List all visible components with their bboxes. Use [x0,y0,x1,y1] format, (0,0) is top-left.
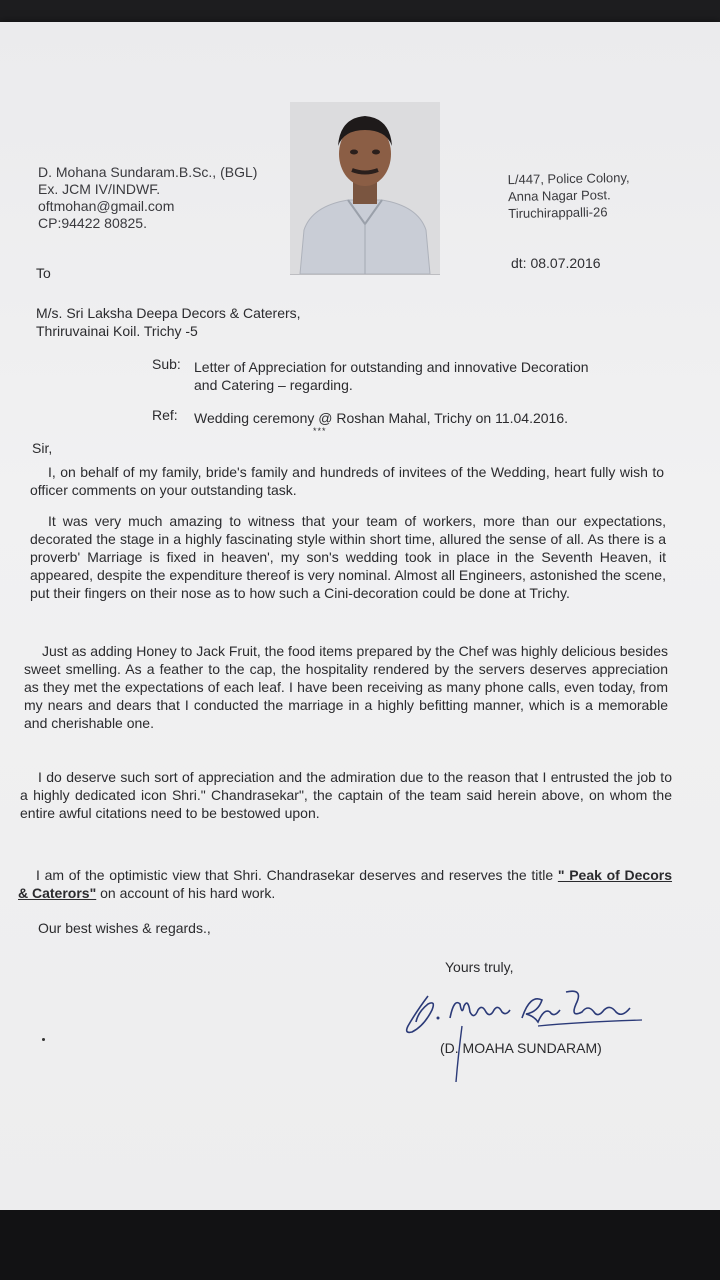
subject-text: Letter of Appreciation for outstanding and innovative Decoration and Catering – regarding. [194,359,589,393]
reference-text: Wedding ceremony @ Roshan Mahal, Trichy on 11.04.2016. [194,410,569,426]
address-line-1: L/447, Police Colony, [507,169,630,188]
paragraph-4: I do deserve such sort of appreciation and the admiration due to the reason that I entrusted the job to a highly dedicated icon Shri." Chandrasekar", the captain of the team said herein above, on whom the entire awful citations need to be bestowed upon. [20,769,672,821]
yours-truly: Yours truly, [445,959,514,975]
address-block [508,169,631,222]
sender-photo [290,102,440,275]
background-edge [0,1210,720,1280]
letter-date: dt: 08.07.2016 [511,255,601,271]
sender-phone: CP:94422 80825. [38,215,147,231]
closing-regards: Our best wishes & regards., [38,920,211,936]
sender-email: oftmohan@gmail.com [38,198,175,214]
paragraph-2: It was very much amazing to witness that your team of workers, more than our expectations, decorated the stage in a highly fascinating style within short time, allured the sense of all. As there is a proverb' Marriage is fixed in heaven', my son's wedding took in place in the Seventh Heaven, it appeared, despite the expenditure thereof is very nominal. Almost all Engineers, astonished the scene, put their fingers on their nose as to how such a Cini-decoration could be done at Trichy. [30,513,666,601]
signature-image [398,982,648,1087]
title-highlight: " Peak of Decors & Caterors" [18,867,673,901]
paragraph-1: I, on behalf of my family, bride's family and hundreds of invitees of the Wedding, heart fully wish to officer comments on your outstanding task. [30,464,664,498]
sender-designation: Ex. JCM IV/INDWF. [38,181,161,197]
to-label: To [36,265,51,281]
address-line-3: Tiruchirappalli-26 [508,204,608,222]
subject-label: Sub: [152,356,181,372]
paragraph-3: Just as adding Honey to Jack Fruit, the food items prepared by the Chef was highly delicious besides sweet smelling. As a feather to the cap, the hospitality rendered by the servers deserves appreciation as they met the expectations of each leaf. I have been receiving as many phone calls, even today, from my nears and dears that I conducted the marriage in a highly befitting manner, which is a memorable and cherishable one. [24,643,668,731]
recipient-line-2: Thriruvainai Koil. Trichy -5 [36,323,198,339]
stray-dot [42,1038,45,1041]
paragraph-5-start: I am of the optimistic view that Shri. Chandrasekar deserves and reserves the title [36,867,558,883]
sender-name: D. Mohana Sundaram.B.Sc., (BGL) [38,164,258,180]
reference-label: Ref: [152,407,178,423]
paragraph-5-end: on account of his hard work. [96,885,276,901]
portrait-image [290,102,440,274]
sender-block [38,164,257,232]
address-line-2: Anna Nagar Post. [507,187,611,205]
salutation: Sir, [32,440,53,456]
signatory-name: (D. MOAHA SUNDARAM) [440,1040,602,1056]
separator-stars: *** [313,426,327,436]
recipient-block [36,304,301,340]
recipient-line-1: M/s. Sri Laksha Deepa Decors & Caterers, [36,305,301,321]
paragraph-5 [18,866,672,902]
letter-page [0,22,720,1210]
